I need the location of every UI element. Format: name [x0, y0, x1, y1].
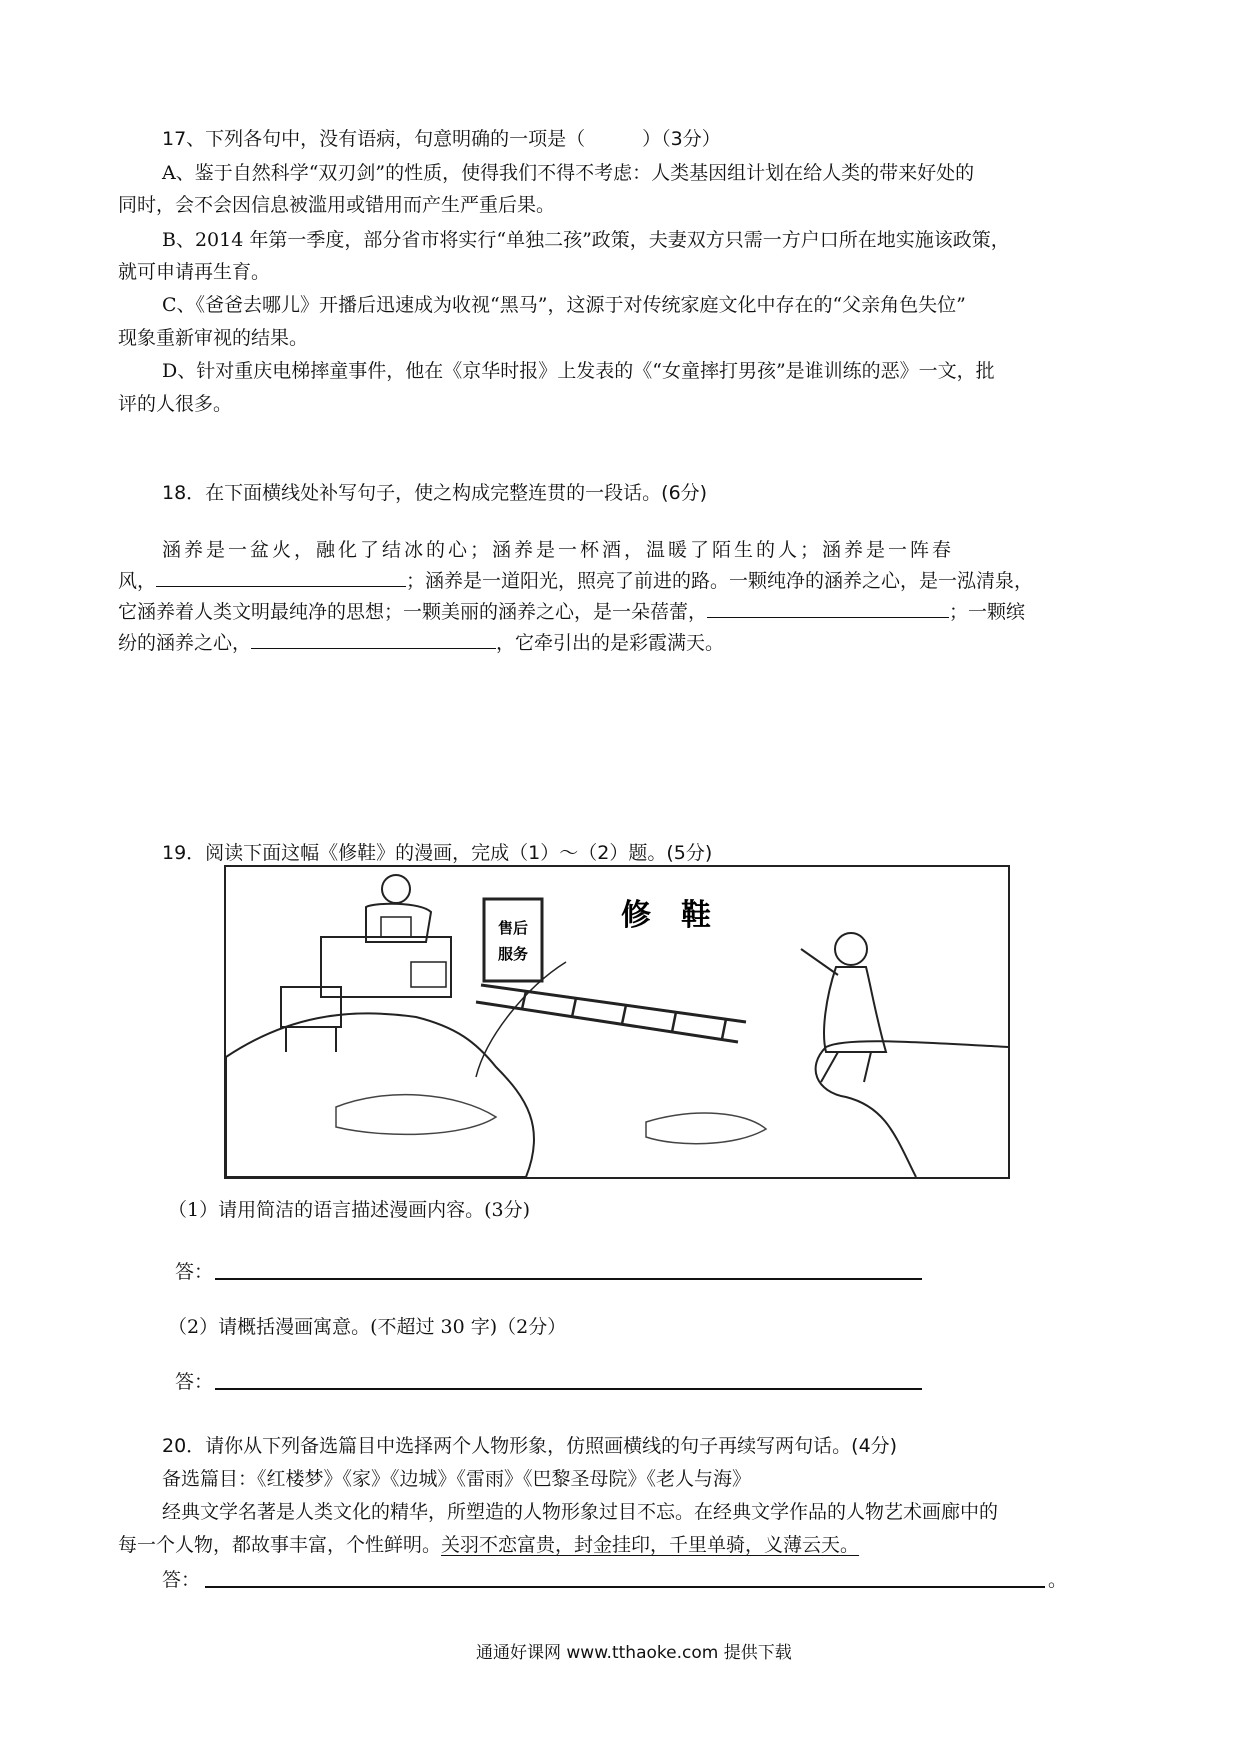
cloud-right	[646, 1113, 766, 1144]
q20-list: 备选篇目：《红楼梦》《家》《边城》《雷雨》《巴黎圣母院》《老人与海》	[162, 1468, 752, 1490]
q18-line3	[118, 597, 1025, 624]
q18-line1: 涵养是一盆火，融化了结冰的心；涵养是一杯酒，温暖了陌生的人；涵养是一阵春	[162, 539, 955, 561]
woman-arm	[801, 949, 838, 975]
q20-line2	[118, 1530, 859, 1557]
left-cliff	[226, 1013, 534, 1177]
right-cliff	[816, 1041, 1008, 1177]
comic-title: 修 鞋	[621, 898, 711, 933]
q19-part2: （2）请概括漫画寓意。(不超过 30 字)（2分）	[168, 1316, 567, 1338]
q18-blank-1[interactable]	[156, 568, 406, 587]
q17-option-b-line2: 就可申请再生育。	[118, 261, 271, 283]
q18-line2-end: ；涵养是一道阳光，照亮了前进的路。一颗纯净的涵养之心，是一泓清泉，	[406, 570, 1034, 592]
q19-title: 19．阅读下面这幅《修鞋》的漫画，完成（1）～（2）题。(5分)	[162, 842, 713, 864]
q19-answer1-label: 答：	[175, 1261, 214, 1283]
q20-line1: 经典文学名著是人类文化的精华，所塑造的人物形象过目不忘。在经典文学作品的人物艺术画廊中的	[162, 1501, 999, 1523]
q17-option-a-line1: A、鉴于自然科学“双刃剑”的性质，使得我们不得不考虑：人类基因组计划在给人类的带来好处的	[162, 162, 975, 184]
service-sign	[484, 899, 542, 981]
q17-option-a-line2: 同时，会不会因信息被滥用或错用而产生严重后果。	[118, 194, 556, 216]
q20-title: 20．请你从下列备选篇目中选择两个人物形象，仿照画横线的句子再续写两句话。(4分)	[162, 1435, 898, 1457]
q19-part1: （1）请用简洁的语言描述漫画内容。(3分)	[168, 1199, 531, 1221]
footer-text: 通通好课网 www.tthaoke.com 提供下载	[476, 1643, 792, 1663]
q17-title: 17、下列各句中，没有语病，句意明确的一项是（ ）（3分）	[162, 128, 721, 150]
q18-line3-end: ；一颗缤	[949, 601, 1026, 623]
q17-option-d-line2: 评的人很多。	[118, 393, 233, 415]
q18-line4	[118, 628, 724, 655]
q18-blank-2[interactable]	[707, 599, 949, 618]
q18-blank-3[interactable]	[251, 630, 496, 649]
q19-answer2-label: 答：	[175, 1371, 214, 1393]
sign-text-top: 售后	[497, 919, 529, 937]
q20-model-sentence: 关羽不恋富贵，封金挂印，千里单骑，义薄云天。	[441, 1534, 860, 1556]
comic-drawing	[226, 867, 1008, 1177]
q19-answer1-line[interactable]	[215, 1278, 922, 1280]
cloud-left	[336, 1095, 496, 1135]
q20-answer-line[interactable]	[205, 1586, 1045, 1588]
woman-head	[835, 933, 867, 965]
q17-option-d-line1: D、针对重庆电梯摔童事件，他在《京华时报》上发表的《“女童摔打男孩”是谁训练的恶》一文，批	[162, 360, 995, 382]
q20-line2-start: 每一个人物，都故事丰富，个性鲜明。	[118, 1534, 442, 1556]
q18-line2	[118, 566, 1033, 593]
q17-option-b-line1: B、2014 年第一季度，部分省市将实行“单独二孩”政策，夫妻双方只需一方户口所在地实施该政策，	[162, 229, 1010, 251]
comic-image	[224, 865, 1010, 1179]
repairman-head	[382, 875, 410, 903]
q20-answer-end: 。	[1048, 1569, 1068, 1591]
q18-line4-end: ，它牵引出的是彩霞满天。	[496, 632, 725, 654]
sign-text-bottom: 服务	[497, 945, 529, 963]
q18-title: 18．在下面横线处补写句子，使之构成完整连贯的一段话。(6分)	[162, 482, 708, 504]
desk-drawer	[411, 962, 446, 987]
woman-body	[824, 967, 886, 1052]
q18-line2-start: 风，	[118, 570, 157, 592]
q17-option-c-line1: C、《爸爸去哪儿》开播后迅速成为收视“黑马”，这源于对传统家庭文化中存在的“父亲角色失位”	[162, 294, 966, 316]
q18-line3-start: 它涵养着人类文明最纯净的思想；一颗美丽的涵养之心，是一朵蓓蕾，	[118, 601, 708, 623]
q19-answer2-line[interactable]	[215, 1388, 922, 1390]
chair	[281, 987, 341, 1027]
q17-option-c-line2: 现象重新审视的结果。	[118, 327, 309, 349]
ladder-rail-top	[481, 985, 746, 1022]
q20-answer-label: 答：	[162, 1569, 201, 1591]
shoe-on-desk	[381, 917, 411, 937]
q18-line4-start: 纷的涵养之心，	[118, 632, 252, 654]
